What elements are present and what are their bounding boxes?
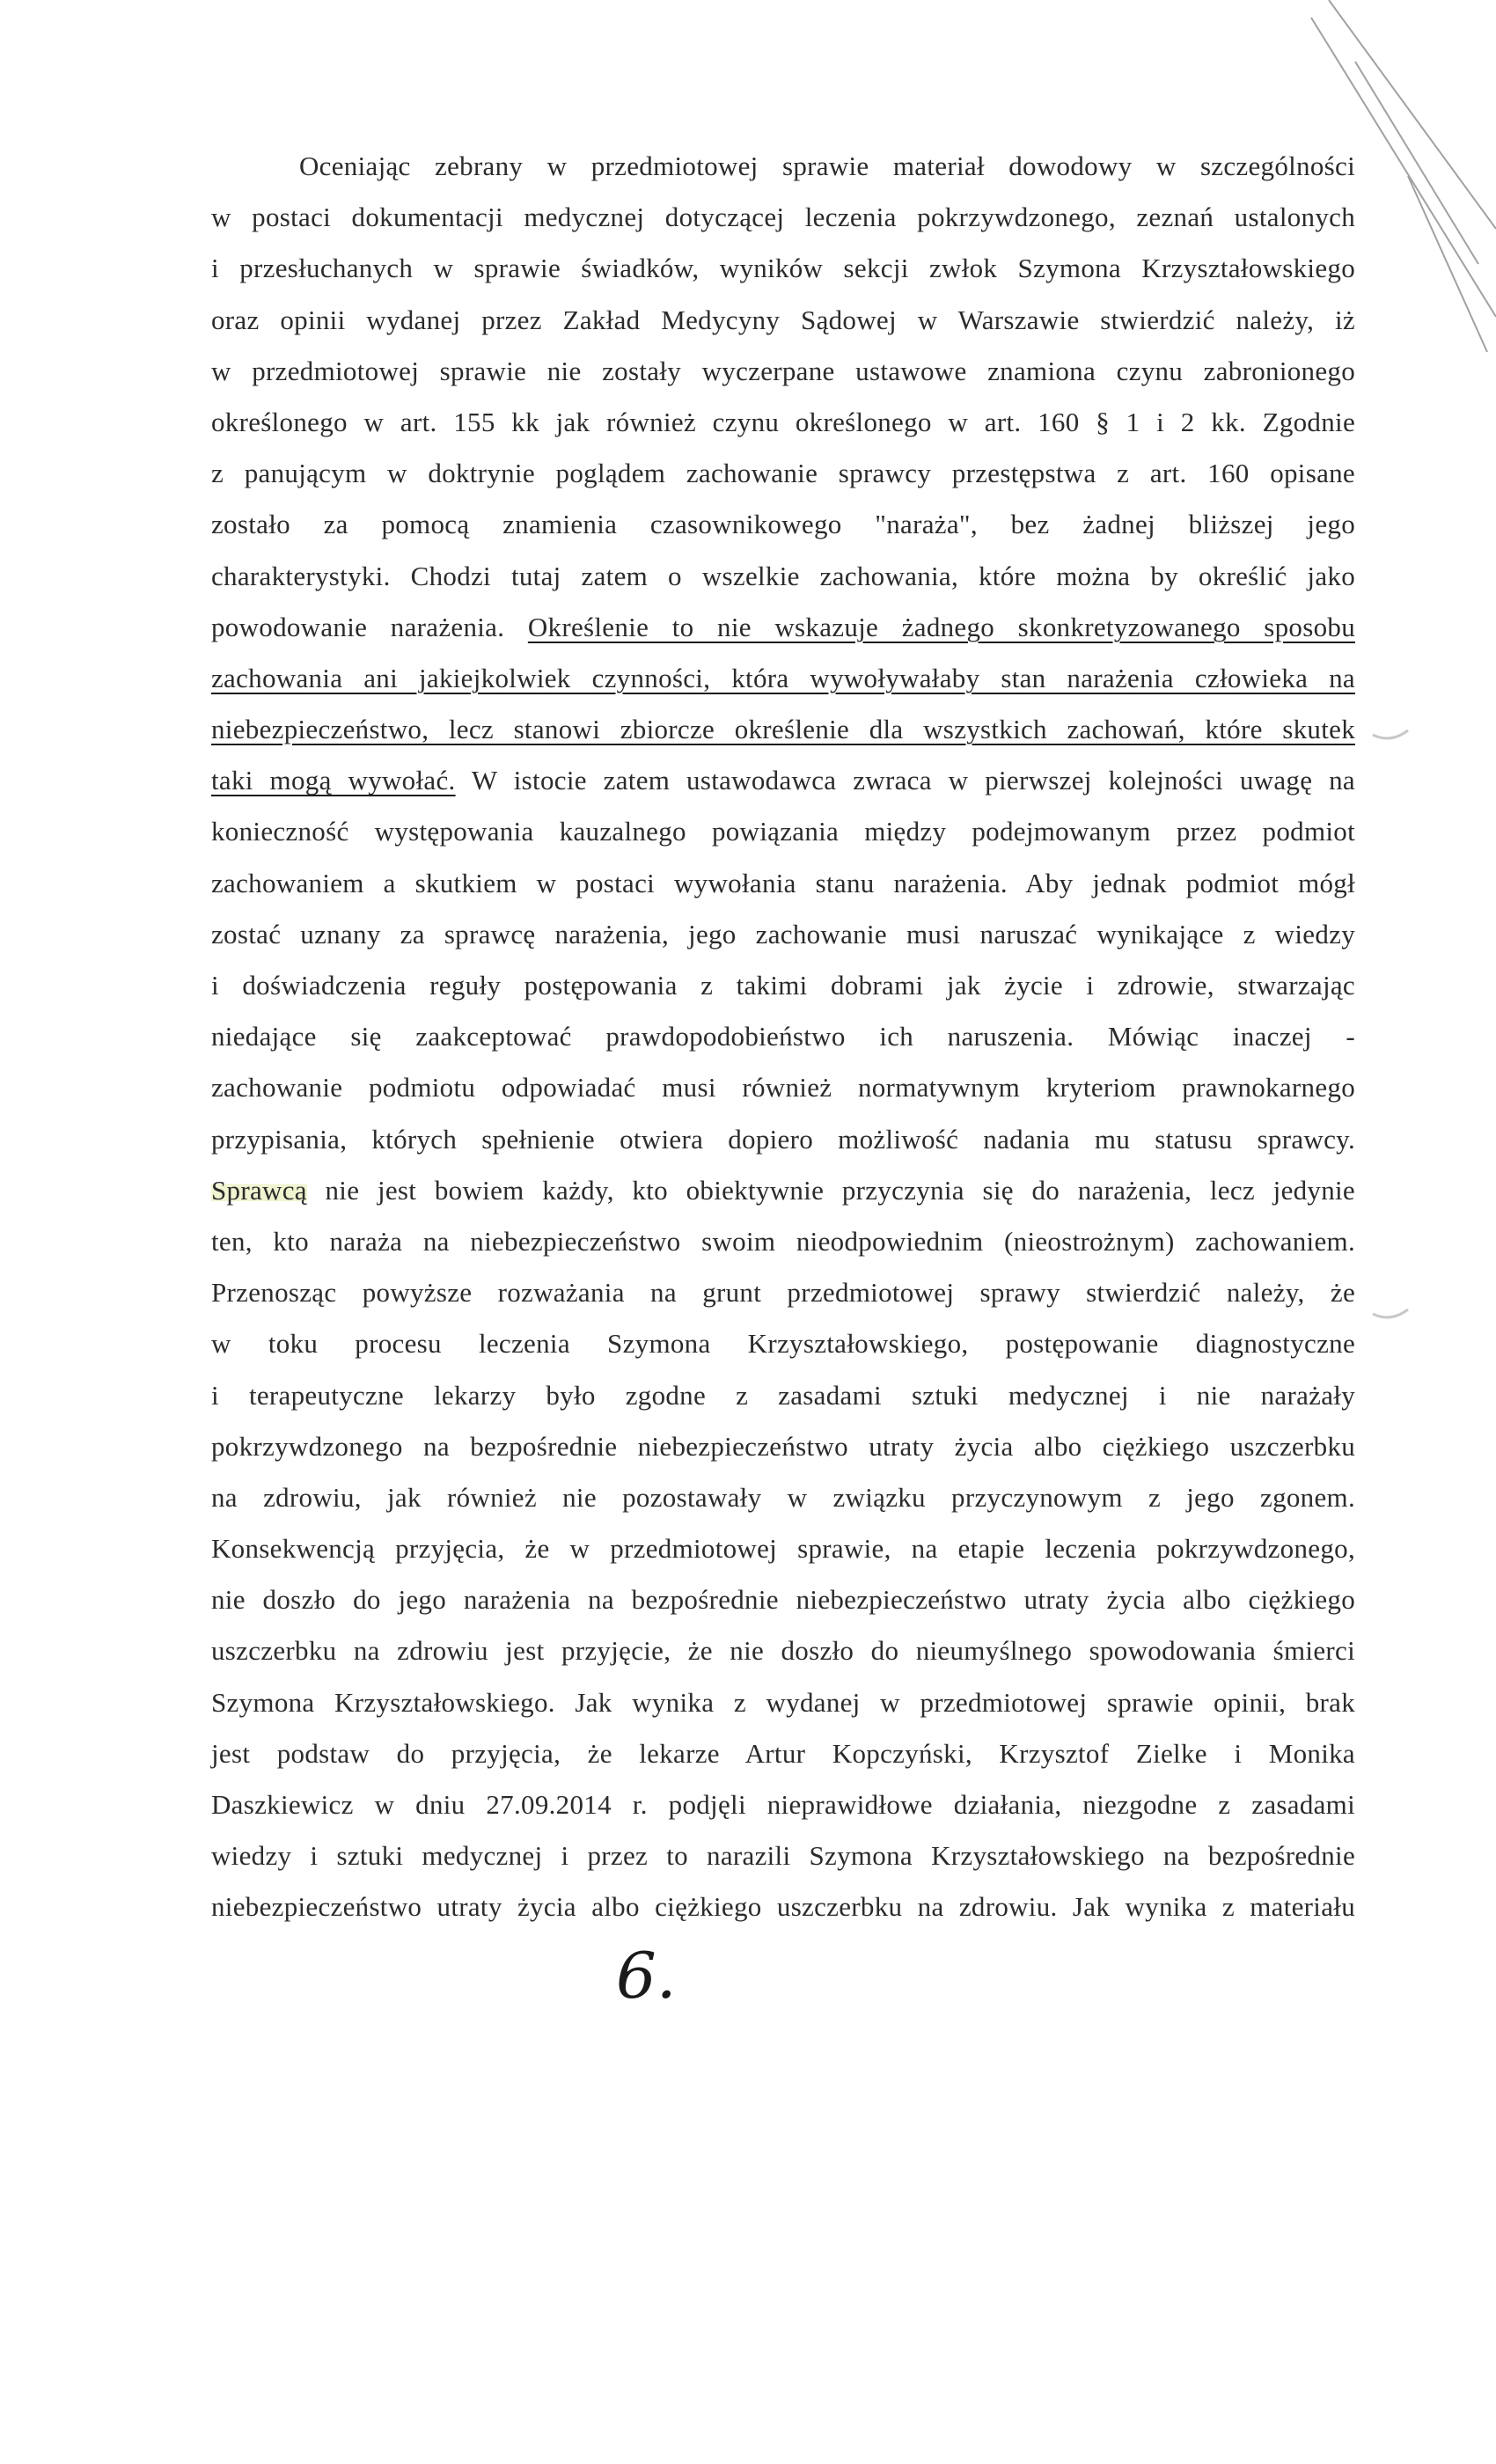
text-line: i przesłuchanych w sprawie świadków, wyników sekcji zwłok Szymona Krzyształowskiego: [211, 253, 1355, 284]
text-line: nie doszło do jego narażenia na bezpośrednie niebezpieczeństwo utraty życia albo ciężkiego: [211, 1584, 1355, 1616]
text-line: przypisania, których spełnienie otwiera dopiero możliwość nadania mu statusu sprawcy.: [211, 1123, 1355, 1155]
text-line: Konsekwencją przyjęcia, że w przedmiotowej sprawie, na etapie leczenia pokrzywdzonego,: [211, 1533, 1355, 1565]
text-line: konieczność występowania kauzalnego powiązania między podejmowanym przez podmiot: [211, 816, 1355, 847]
text-line: z panującym w doktrynie poglądem zachowanie sprawcy przestępstwa z art. 160 opisane: [211, 458, 1355, 489]
text-line: pokrzywdzonego na bezpośrednie niebezpieczeństwo utraty życia albo ciężkiego uszczerbku: [211, 1430, 1355, 1462]
text-line: zachowaniem a skutkiem w postaci wywołania stanu narażenia. Aby jednak podmiot mógł: [211, 867, 1355, 898]
highlighted-text: Sprawcą: [211, 1174, 307, 1206]
text-line: zostać uznany za sprawcę narażenia, jego zachowanie musi naruszać wynikające z wiedzy: [211, 918, 1355, 950]
text-line: w postaci dokumentacji medycznej dotyczącej leczenia pokrzywdzonego, zeznań ustalonych: [211, 202, 1355, 233]
handwritten-page-number: 6.: [616, 1939, 677, 2013]
text-line: oraz opinii wydanej przez Zakład Medycyny Sądowej w Warszawie stwierdzić należy, iż: [211, 304, 1355, 335]
text-line: wiedzy i sztuki medycznej i przez to narazili Szymona Krzyształowskiego na bezpośrednie: [211, 1840, 1355, 1872]
punch-hole-mark-1: [1373, 730, 1408, 738]
pen-underlined-text: niebezpieczeństwo, lecz stanowi zbiorcze określenie dla wszystkich zachowań, które skutek: [211, 714, 1355, 745]
text-line: charakterystyki. Chodzi tutaj zatem o wszelkie zachowania, które można by określić jako: [211, 560, 1355, 591]
text-segment: powodowanie narażenia.: [211, 611, 528, 642]
text-line: i terapeutyczne lekarzy było zgodne z zasadami sztuki medycznej i nie narażały: [211, 1379, 1355, 1411]
pen-underlined-text: taki mogą wywołać.: [211, 765, 456, 796]
text-line: niebezpieczeństwo utraty życia albo ciężkiego uszczerbku na zdrowiu. Jak wynika z materiału: [211, 1891, 1355, 1923]
text-line: zachowanie podmiotu odpowiadać musi również normatywnym kryteriom prawnokarnego: [211, 1072, 1355, 1104]
text-line: [211, 1165, 1355, 1216]
text-line: na zdrowiu, jak również nie pozostawały w związku przyczynowym z jego zgonem.: [211, 1481, 1355, 1513]
text-line: Daszkiewicz w dniu 27.09.2014 r. podjęli nieprawidłowe działania, niezgodne z zasadami: [211, 1789, 1355, 1820]
text-line: i doświadczenia reguły postępowania z takimi dobrami jak życie i zdrowie, stwarzając: [211, 970, 1355, 1001]
text-segment: nie jest bowiem każdy, kto obiektywnie przyczynia się do narażenia, lecz jedynie: [306, 1174, 1355, 1206]
text-line: ten, kto naraża na niebezpieczeństwo swoim nieodpowiednim (nieostrożnym) zachowaniem.: [211, 1225, 1355, 1257]
text-line: [211, 704, 1355, 755]
text-line: zostało za pomocą znamienia czasownikowego "naraża", bez żadnej bliższej jego: [211, 509, 1355, 540]
text-line: w przedmiotowej sprawie nie zostały wyczerpane ustawowe znamiona czynu zabronionego: [211, 355, 1355, 386]
text-line: określonego w art. 155 kk jak również czynu określonego w art. 160 § 1 i 2 kk. Zgodnie: [211, 406, 1355, 437]
text-line: niedające się zaakceptować prawdopodobieństwo ich naruszenia. Mówiąc inaczej -: [211, 1021, 1355, 1052]
document-body: [211, 141, 1355, 1933]
text-segment: W istocie zatem ustawodawca zwraca w pierwszej kolejności uwagę na: [455, 765, 1355, 796]
text-line: [211, 653, 1355, 704]
text-line: Szymona Krzyształowskiego. Jak wynika z wydanej w przedmiotowej sprawie opinii, brak: [211, 1686, 1355, 1718]
text-line: [211, 755, 1355, 806]
text-line: Oceniając zebrany w przedmiotowej sprawie materiał dowodowy w szczególności: [299, 150, 1355, 181]
pen-underlined-text: Określenie to nie wskazuje żadnego skonkretyzowanego sposobu: [527, 611, 1355, 642]
text-line: jest podstaw do przyjęcia, że lekarze Artur Kopczyński, Krzysztof Zielke i Monika: [211, 1737, 1355, 1769]
pen-underlined-text: zachowania ani jakiejkolwiek czynności, która wywoływałaby stan narażenia człowieka na: [211, 662, 1355, 693]
text-line: w toku procesu leczenia Szymona Krzyształowskiego, postępowanie diagnostyczne: [211, 1328, 1355, 1360]
punch-hole-mark-2: [1373, 1309, 1408, 1317]
text-line: [211, 602, 1355, 653]
text-line: Przenosząc powyższe rozważania na grunt przedmiotowej sprawy stwierdzić należy, że: [211, 1277, 1355, 1309]
text-line: uszczerbku na zdrowiu jest przyjęcie, że nie doszło do nieumyślnego spowodowania śmierci: [211, 1635, 1355, 1667]
